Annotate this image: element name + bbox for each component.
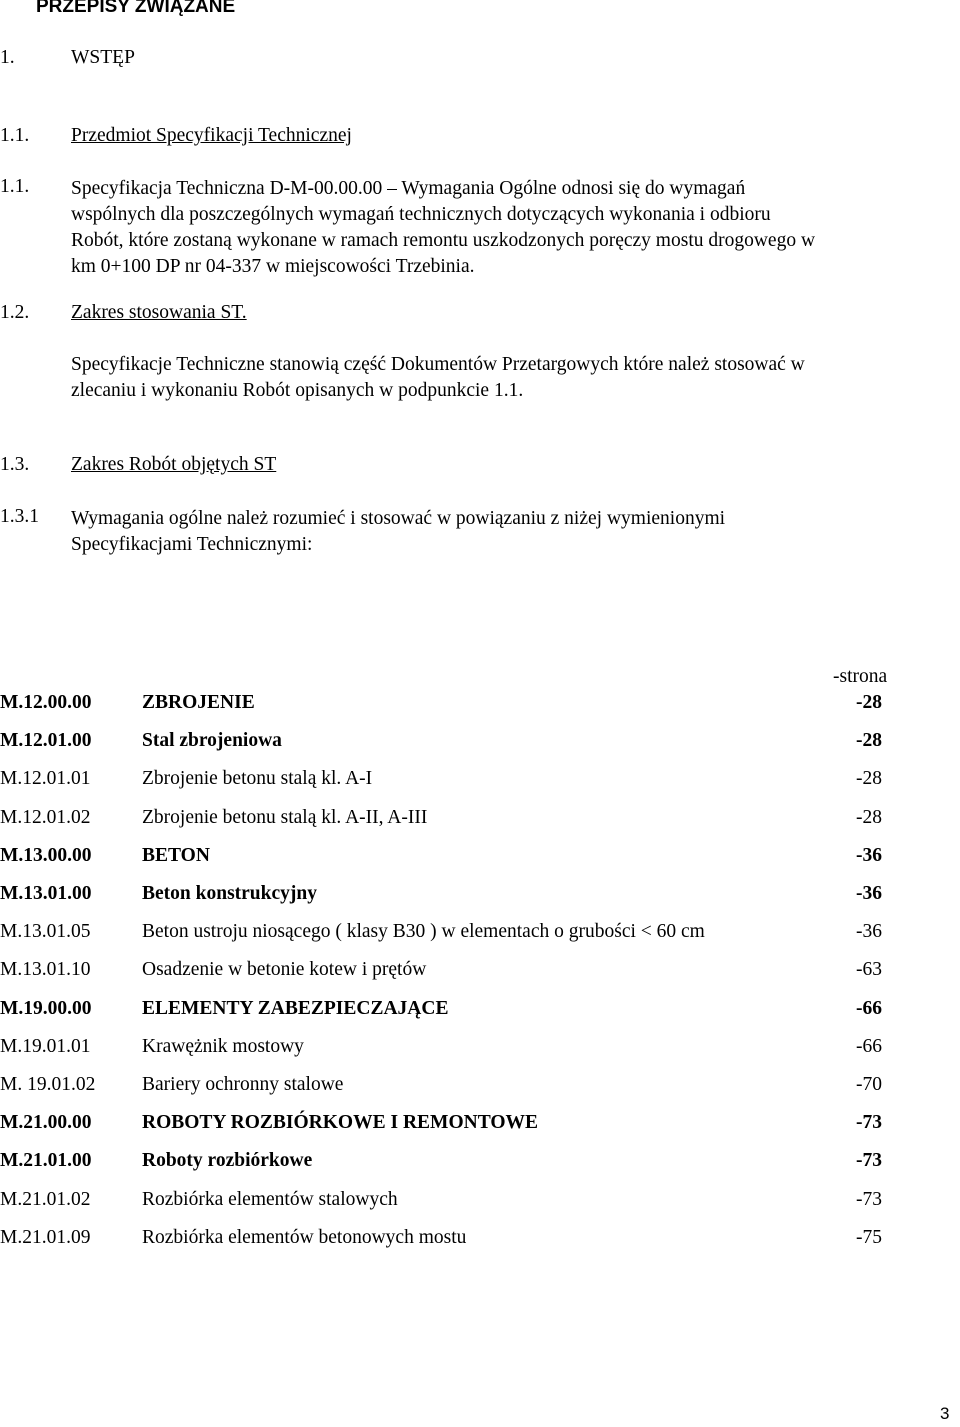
toc-row	[0, 883, 960, 913]
spec-code: M.21.01.00	[0, 1150, 92, 1172]
spec-code: M. 19.01.02	[0, 1074, 96, 1095]
paragraph-line: Specyfikacje Techniczne stanowią część Dokumentów Przetargowych które należ stosować w	[71, 354, 805, 375]
spec-title: ZBROJENIE	[142, 692, 255, 713]
spec-title: ROBOTY ROZBIÓRKOWE I REMONTOWE	[142, 1112, 539, 1134]
paragraph-przedmiot	[71, 176, 951, 280]
paragraph-number: 1.1.	[0, 176, 30, 197]
spec-page-ref: -73	[856, 1150, 882, 1172]
spec-title: Rozbiórka elementów betonowych mostu	[142, 1226, 467, 1248]
spec-page-ref: -66	[856, 1035, 882, 1057]
spec-title: Roboty rozbiórkowe	[142, 1150, 313, 1172]
section-number: 1.2.	[0, 302, 30, 323]
paragraph-zakres-stosowania	[71, 352, 951, 404]
toc-row	[0, 1036, 960, 1066]
spec-page-ref: -28	[856, 768, 882, 790]
spec-code: M.19.01.01	[0, 1035, 91, 1057]
spec-title: ELEMENTY ZABEZPIECZAJĄCE	[142, 997, 449, 1019]
section-title-zakres-robot: Zakres Robót objętych ST	[71, 454, 277, 475]
paragraph-line: km 0+100 DP nr 04-337 w miejscowości Trzebinia.	[71, 256, 475, 277]
section-title-zakres-stosowania: Zakres stosowania ST.	[71, 302, 247, 323]
page-number: 3	[940, 1404, 950, 1423]
spec-page-ref: -36	[856, 921, 882, 943]
spec-page-ref: -36	[856, 883, 882, 904]
spec-title: Zbrojenie betonu stalą kl. A-II, A-III	[142, 806, 428, 828]
spec-code: M.12.01.01	[0, 768, 91, 790]
spec-page-ref: -28	[856, 692, 882, 713]
spec-code: M.13.01.05	[0, 921, 91, 943]
toc-row	[0, 768, 960, 798]
section-number: 1.3.	[0, 454, 30, 475]
spec-page-ref: -73	[856, 1188, 882, 1210]
spec-page-ref: -36	[856, 844, 882, 866]
spec-code: M.21.01.09	[0, 1226, 91, 1248]
spec-title: Krawężnik mostowy	[142, 1035, 304, 1057]
toc-row	[0, 730, 960, 760]
spec-code: M.21.00.00	[0, 1112, 92, 1134]
spec-page-ref: -28	[856, 730, 882, 752]
spec-page-ref: -75	[856, 1226, 882, 1248]
paragraph-line: wspólnych dla poszczególnych wymagań technicznych dotyczących wykonania i odbioru	[71, 204, 771, 225]
toc-row	[0, 1150, 960, 1180]
spec-code: M.12.01.02	[0, 806, 91, 828]
paragraph-line: Specyfikacjami Technicznymi:	[71, 534, 313, 555]
spec-title: Beton ustroju niosącego ( klasy B30 ) w elementach o grubości < 60 cm	[142, 921, 705, 943]
paragraph-line: Robót, które zostaną wykonane w ramach remontu uszkodzonych poręczy mostu drogowego w	[71, 230, 816, 251]
paragraph-zakres-robot	[71, 506, 951, 558]
section-number: 1.1.	[0, 125, 30, 146]
section-title-wstep: WSTĘP	[71, 47, 135, 68]
spec-title: Stal zbrojeniowa	[142, 730, 282, 752]
document-heading: PRZEPISY ZWIĄZANE	[36, 0, 236, 17]
toc-row	[0, 998, 960, 1028]
spec-page-ref: -73	[856, 1112, 882, 1134]
toc-page-column-header: -strona	[833, 666, 888, 687]
section-number: 1.	[0, 47, 15, 68]
spec-title: BETON	[142, 844, 210, 866]
section-title-przedmiot: Przedmiot Specyfikacji Technicznej	[71, 125, 352, 146]
spec-code: M.21.01.02	[0, 1188, 91, 1210]
spec-page-ref: -70	[856, 1074, 882, 1095]
toc-row	[0, 1074, 960, 1104]
spec-code: M.13.01.00	[0, 883, 92, 904]
toc-row	[0, 807, 960, 837]
spec-title: Rozbiórka elementów stalowych	[142, 1188, 398, 1210]
toc-row	[0, 1112, 960, 1142]
toc-row	[0, 845, 960, 875]
spec-title: Zbrojenie betonu stalą kl. A-I	[142, 768, 373, 790]
spec-code: M.12.00.00	[0, 692, 92, 713]
spec-title: Osadzenie w betonie kotew i prętów	[142, 959, 427, 981]
spec-title: Bariery ochronny stalowe	[142, 1074, 344, 1095]
spec-code: M.13.00.00	[0, 844, 92, 866]
paragraph-line: zlecaniu i wykonaniu Robót opisanych w podpunkcie 1.1.	[71, 380, 524, 401]
paragraph-line: Wymagania ogólne należ rozumieć i stosować w powiązaniu z niżej wymienionymi	[71, 508, 726, 529]
spec-page-ref: -28	[856, 806, 882, 828]
toc-row	[0, 959, 960, 989]
spec-code: M.12.01.00	[0, 730, 92, 752]
paragraph-line: Specyfikacja Techniczna D-M-00.00.00 – Wymagania Ogólne odnosi się do wymagań	[71, 178, 746, 199]
toc-row	[0, 1227, 960, 1257]
paragraph-number: 1.3.1	[0, 506, 39, 527]
spec-code: M.19.00.00	[0, 997, 92, 1019]
toc-row	[0, 692, 960, 722]
spec-page-ref: -63	[856, 959, 882, 981]
toc-row	[0, 921, 960, 951]
spec-code: M.13.01.10	[0, 959, 91, 981]
spec-page-ref: -66	[856, 997, 882, 1019]
spec-title: Beton konstrukcyjny	[142, 883, 317, 904]
toc-row	[0, 1189, 960, 1219]
